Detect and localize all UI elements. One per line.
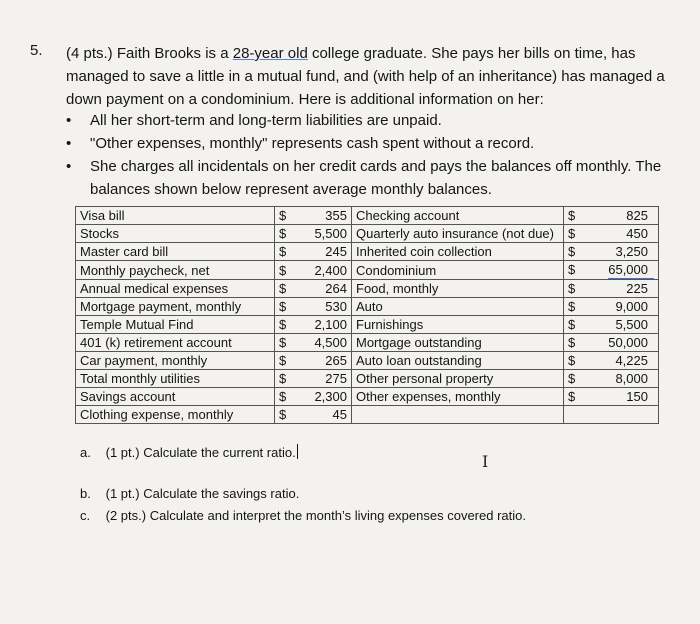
left-label-cell: Master card bill <box>76 243 275 261</box>
table-row <box>76 243 659 261</box>
part-a-letter: a. <box>80 445 91 460</box>
right-label-cell: Inherited coin collection <box>352 243 564 261</box>
part-a <box>80 444 298 460</box>
part-b-points: (1 pt.) <box>105 486 140 501</box>
left-label-cell: Annual medical expenses <box>76 280 275 298</box>
bullet-item: • All her short-term and long-term liabilities are unpaid. <box>60 109 680 132</box>
left-currency-cell: $ <box>275 207 298 225</box>
table-row <box>76 207 659 225</box>
table-row <box>76 334 659 352</box>
left-currency-cell: $ <box>275 243 298 261</box>
table-row <box>76 261 659 280</box>
right-amount: 5,500 <box>615 317 648 332</box>
right-label-cell <box>352 406 564 424</box>
right-label-cell: Quarterly auto insurance (not due) <box>352 225 564 243</box>
left-label-cell: Monthly paycheck, net <box>76 261 275 280</box>
left-amount-cell: 245 <box>297 243 352 261</box>
left-currency-cell: $ <box>275 298 298 316</box>
left-amount-cell: 2,400 <box>297 261 352 280</box>
left-currency-cell: $ <box>275 225 298 243</box>
right-currency: $ <box>568 335 576 350</box>
right-currency: $ <box>568 281 576 296</box>
ibeam-cursor-icon: I <box>482 452 489 471</box>
right-amount: 450 <box>626 226 648 241</box>
part-a-points: (1 pt.) <box>105 445 140 460</box>
right-amount-cell <box>564 316 659 334</box>
part-c-letter: c. <box>80 508 91 523</box>
right-label-cell: Food, monthly <box>352 280 564 298</box>
left-amount-cell: 5,500 <box>297 225 352 243</box>
right-currency: $ <box>568 299 576 314</box>
right-amount: 150 <box>626 389 648 404</box>
table-row <box>76 406 659 424</box>
question-intro-post: college graduate. She pays her bills on time, has managed to save a little in a mutual fund, and (with help of an inheritance) has managed a down payment on a condominium. Here is additional information on her: <box>66 45 665 108</box>
right-amount: 9,000 <box>615 299 648 314</box>
left-amount-cell: 4,500 <box>297 334 352 352</box>
left-currency-cell: $ <box>275 280 298 298</box>
right-amount-cell <box>564 406 659 424</box>
left-currency-cell: $ <box>275 406 298 424</box>
right-currency: $ <box>568 389 576 404</box>
part-c-text: Calculate and interpret the month’s living expenses covered ratio. <box>149 508 526 523</box>
right-currency: $ <box>568 371 576 386</box>
left-label-cell: 401 (k) retirement account <box>76 334 275 352</box>
right-label-cell: Condominium <box>352 261 564 280</box>
left-currency-cell: $ <box>275 352 298 370</box>
right-amount-cell <box>564 334 659 352</box>
financial-data-table <box>75 206 659 424</box>
right-currency: $ <box>568 208 576 223</box>
right-label-cell: Furnishings <box>352 316 564 334</box>
left-currency-cell: $ <box>275 261 298 280</box>
question-text <box>66 42 676 111</box>
right-amount-cell <box>564 370 659 388</box>
left-currency-cell: $ <box>275 388 298 406</box>
left-label-cell: Savings account <box>76 388 275 406</box>
right-amount-cell <box>564 225 659 243</box>
info-bullet-list <box>60 109 680 201</box>
part-c <box>80 508 526 523</box>
right-amount-cell <box>564 352 659 370</box>
right-currency: $ <box>568 317 576 332</box>
table-row <box>76 298 659 316</box>
part-b-letter: b. <box>80 486 91 501</box>
right-currency: $ <box>568 353 576 368</box>
bullet-item: • "Other expenses, monthly" represents cash spent without a record. <box>60 132 680 155</box>
part-b <box>80 486 299 501</box>
part-b-text: Calculate the savings ratio. <box>143 486 300 501</box>
left-label-cell: Visa bill <box>76 207 275 225</box>
right-label-cell: Checking account <box>352 207 564 225</box>
table-row <box>76 370 659 388</box>
right-label-cell: Auto <box>352 298 564 316</box>
right-currency: $ <box>568 244 576 259</box>
left-amount-cell: 275 <box>297 370 352 388</box>
bullet-item: • She charges all incidentals on her credit cards and pays the balances off monthly. The balances shown below represent average monthly balances. <box>60 155 680 201</box>
left-amount-cell: 2,300 <box>297 388 352 406</box>
table-row <box>76 316 659 334</box>
right-amount-cell <box>564 243 659 261</box>
left-amount-cell: 45 <box>297 406 352 424</box>
table-row <box>76 280 659 298</box>
left-amount-cell: 530 <box>297 298 352 316</box>
part-a-text: Calculate the current ratio. <box>143 445 296 460</box>
left-label-cell: Total monthly utilities <box>76 370 275 388</box>
right-currency: $ <box>568 226 576 241</box>
part-c-points: (2 pts.) <box>105 508 147 523</box>
left-amount-cell: 2,100 <box>297 316 352 334</box>
left-amount-cell: 264 <box>297 280 352 298</box>
left-label-cell: Clothing expense, monthly <box>76 406 275 424</box>
right-amount: 50,000 <box>608 335 648 350</box>
right-amount-cell <box>564 298 659 316</box>
right-label-cell: Mortgage outstanding <box>352 334 564 352</box>
left-label-cell: Mortgage payment, monthly <box>76 298 275 316</box>
text-caret <box>297 444 298 459</box>
right-label-cell: Other expenses, monthly <box>352 388 564 406</box>
left-currency-cell: $ <box>275 316 298 334</box>
left-label-cell: Temple Mutual Find <box>76 316 275 334</box>
question-intro-pre: Faith Brooks is a <box>116 45 229 62</box>
right-amount: 3,250 <box>615 244 648 259</box>
left-amount-cell: 355 <box>297 207 352 225</box>
right-label-cell: Auto loan outstanding <box>352 352 564 370</box>
right-label-cell: Other personal property <box>352 370 564 388</box>
left-currency-cell: $ <box>275 370 298 388</box>
right-amount: 225 <box>626 281 648 296</box>
question-intro-underlined: 28-year old <box>232 45 308 62</box>
left-currency-cell: $ <box>275 334 298 352</box>
left-label-cell: Stocks <box>76 225 275 243</box>
right-amount: 4,225 <box>615 353 648 368</box>
right-amount-cell <box>564 388 659 406</box>
right-amount: 825 <box>626 208 648 223</box>
right-amount-cell <box>564 207 659 225</box>
left-amount-cell: 265 <box>297 352 352 370</box>
question-number: 5. <box>30 42 43 59</box>
right-amount-cell <box>564 280 659 298</box>
right-amount-cell <box>564 261 659 280</box>
right-amount: 65,000 <box>608 261 654 279</box>
table-row <box>76 352 659 370</box>
question-points: (4 pts.) <box>66 45 113 62</box>
table-row <box>76 225 659 243</box>
right-currency: $ <box>568 262 576 277</box>
right-amount: 8,000 <box>615 371 648 386</box>
table-row <box>76 388 659 406</box>
left-label-cell: Car payment, monthly <box>76 352 275 370</box>
